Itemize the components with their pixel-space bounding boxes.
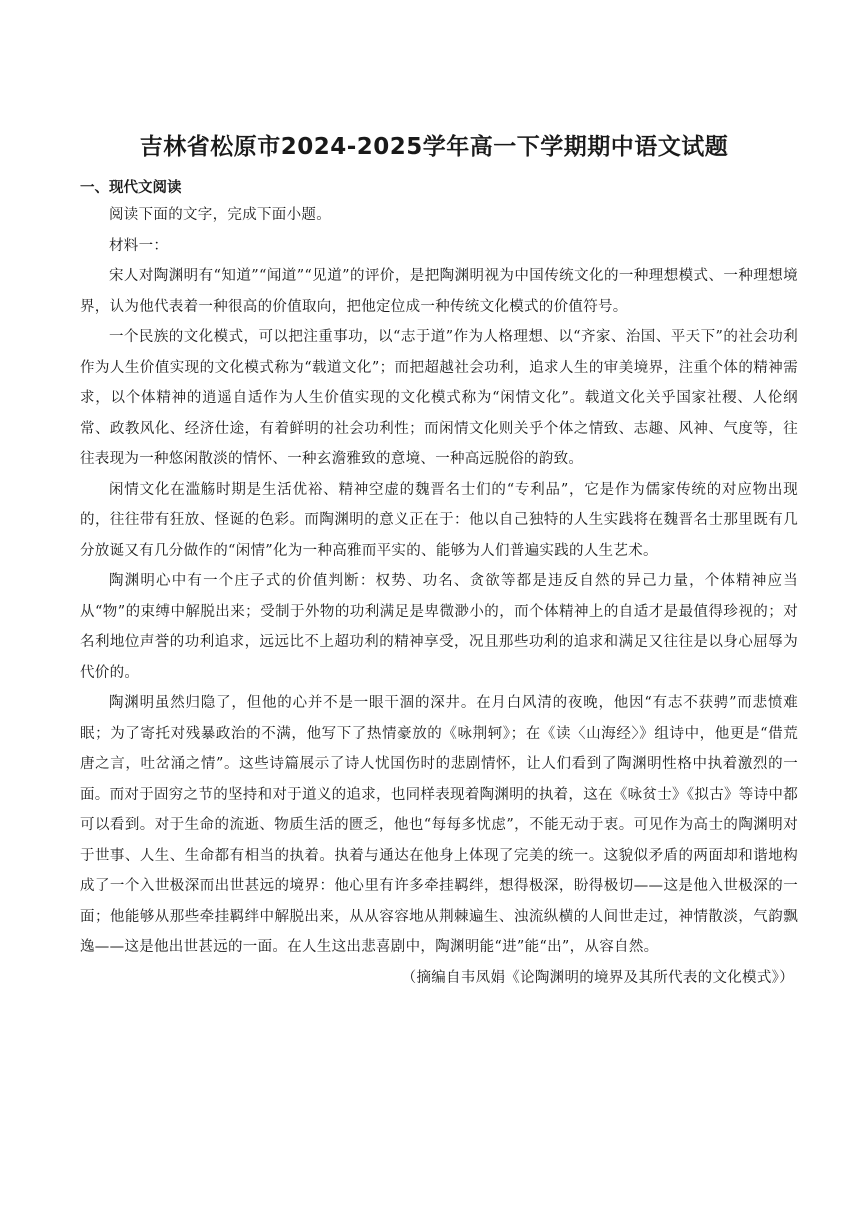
paragraph-5: 陶渊明虽然归隐了，但他的心并不是一眼干涸的深井。在月白风清的夜晚，他因“有志不获骋”而悲愤难眠；为了寄托对残暴政治的不满，他写下了热情豪放的《咏荆轲》；在《读〈山海经〉》组诗中，他更是“借荒唐之言，吐岔涌之情”。这些诗篇展示了诗人忧国伤时的悲剧情怀，让人们看到了陶渊明性格中执着激烈的一面。而对于固穷之节的坚持和对于道义的追求，也同样表现着陶渊明的执着，这在《咏贫士》《拟古》等诗中都可以看到。对于生命的流逝、物质生活的匮乏，他也“每每多忧虑”，不能无动于衷。可见作为高士的陶渊明对于世事、人生、生命都有相当的执着。执着与通达在他身上体现了完美的统一。这貌似矛盾的两面却和谐地构成了一个入世极深而出世甚远的境界：他心里有许多牵挂羁绊，想得极深，盼得极切——这是他入世极深的一面；他能够从那些牵挂羁绊中解脱出来，从从容容地从荆棘遍生、浊流纵横的人间世走过，神情散淡，气韵飘逸——这是他出世甚远的一面。在人生这出悲喜剧中，陶渊明能“进”能“出”，从容自然。 — [80, 695, 798, 955]
paragraph-1: 宋人对陶渊明有“知道”“闻道”“见道”的评价，是把陶渊明视为中国传统文化的一种理想模式、一种理想境界，认为他代表着一种很高的价值取向，把他定位成一种传统文化模式的价值符号。 — [80, 268, 798, 315]
section-heading: 一、现代文阅读 — [80, 180, 182, 196]
material-label: 材料一： — [109, 237, 169, 254]
source-citation: （摘编自韦凤娟《论陶渊明的境界及其所代表的文化模式》） — [401, 969, 794, 986]
paragraph-2: 一个民族的文化模式，可以把注重事功，以“志于道”作为人格理想、以“齐家、治国、平天下”的社会功利作为人生价值实现的文化模式称为“载道文化”；而把超越社会功利，追求人生的审美境界，注重个体的精神需求，以个体精神的逍遥自适作为人生价值实现的文化模式称为“闲情文化”。载道文化关乎国家社稷、人伦纲常、政教风化、经济仕途，有着鲜明的社会功利性；而闲情文化则关乎个体之情致、志趣、风神、气度等，往往表现为一种悠闲散淡的情怀、一种玄澹雅致的意境、一种高远脱俗的韵致。 — [80, 329, 798, 467]
reading-body — [80, 200, 798, 993]
paragraph-4: 陶渊明心中有一个庄子式的价值判断：权势、功名、贪欲等都是违反自然的异己力量，个体精神应当从“物”的束缚中解脱出来；受制于外物的功利满足是卑微渺小的，而个体精神上的自适才是最值得珍视的；对名利地位声誉的功利追求，远远比不上超功利的精神享受，况且那些功利的追求和满足又往往是以身心屈辱为代价的。 — [80, 573, 798, 681]
instruction-text: 阅读下面的文字，完成下面小题。 — [109, 207, 331, 223]
page-title: 吉林省松原市2024-2025学年高一下学期期中语文试题 — [139, 134, 729, 160]
paragraph-3: 闲情文化在滥觞时期是生活优裕、精神空虚的魏晋名士们的“专利品”，它是作为儒家传统的对应物出现的，往往带有狂放、怪诞的色彩。而陶渊明的意义正在于：他以自己独特的人生实践将在魏晋名士那里既有几分放诞又有几分做作的“闲情”化为一种高雅而平实的、能够为人们普遍实践的人生艺术。 — [80, 481, 798, 559]
